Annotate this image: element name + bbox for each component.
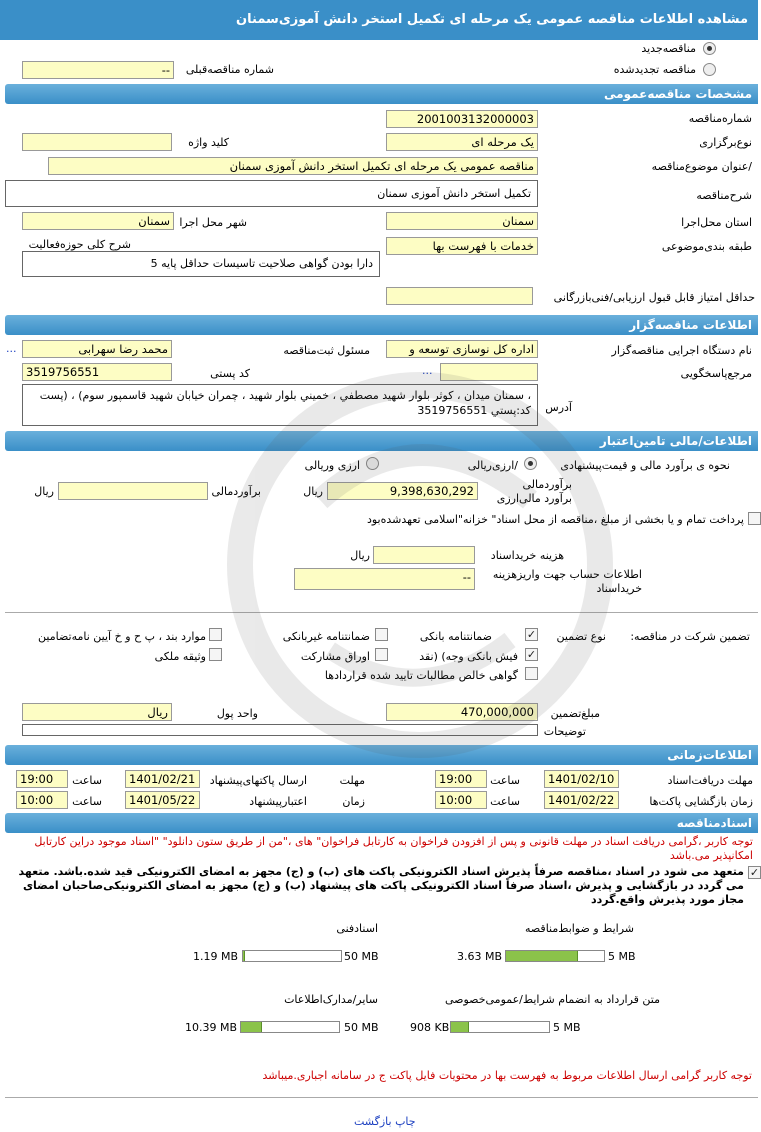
resp-field[interactable]: محمد رضا سهرابی (22, 340, 172, 358)
category-field[interactable]: خدمات با فهرست بها (386, 237, 538, 255)
documents-notice: توجه کاربر ،گرامی دریافت اسناد در مهلت قانونی و پس از افزودن فراخوان به کارتابل فراخوان" های ،"من از طریق ستون دانلود" "اسناد موجود دراین کارتابل امکانپذیر می.باشد (34, 835, 753, 862)
file-used-terms: 3.63 MB (457, 950, 503, 963)
commit-text: متعهد می شود در اسناد ،مناقصه صرفاً پذیرش اسناد الکترونیکی پاکت های (ب) و (ج) مجهز به امضای الکترونیکی قید شده.باشد. متعهد می گردد در بازگشایی و پذیرش ،اسناد صرفاً اسناد الکترونیکی پاکت های پیشنهاد (ب) و (ج) مجهز به امضای الکترونیکی‌صاحبان امضای مجاز مورد پذیرش واقع.گردد (18, 865, 744, 906)
org-field[interactable]: اداره کل نوسازی توسعه و (386, 340, 538, 358)
guarantee-label: تضمین شرکت در مناقصه: (630, 630, 750, 643)
send-time-label: ساعت (72, 774, 102, 787)
estimate-fx-label-2: برآوردمالی (211, 485, 261, 498)
file-used-contract: 908 KB (410, 1021, 450, 1034)
send-prefix: مهلت (339, 774, 365, 787)
claims-certificate-label: گواهی خالص مطالبات تایید شده قراردادها (324, 669, 518, 682)
section-general: مشخصات مناقصه‌عمومی (5, 84, 758, 104)
estimate-label: برآوردمالی (522, 478, 572, 491)
section-documents: اسنادمناقصه (5, 813, 758, 833)
open-time-label: ساعت (490, 795, 520, 808)
label-new-tender: مناقصه‌جدید (641, 42, 696, 55)
nonbank-guarantee-label: ضمانتنامه غیربانکی (282, 630, 370, 643)
subject-label: /عنوان موضوع‌مناقصه (651, 160, 752, 173)
doc-cost-label: هزینه خریداسناد (490, 549, 564, 562)
city-label: شهر محل اجرا (179, 216, 247, 229)
estimate-method-label: نحوه ی برآورد مالی و قیمت‌پیشنهادی (560, 459, 730, 472)
guarantee-amount-field[interactable]: 470,000,000 (386, 703, 538, 721)
valid-prefix: زمان (342, 795, 365, 808)
bonds-label: اوراق مشارکت (300, 650, 370, 663)
file-bar-terms (505, 950, 605, 962)
type-label: نوع‌برگزاری (699, 136, 752, 149)
tender-type-field[interactable]: یک مرحله ای (386, 133, 538, 151)
min-score-label: حداقل امتیاز قابل قبول ارزیابی/فنی‌بازرگانی (553, 291, 755, 304)
cash-receipt-label: فیش بانکی وجه) (نقد (419, 650, 518, 663)
file-bar-technical (242, 950, 342, 962)
file-label-other: سایر/مدارک‌اطلاعات (284, 993, 378, 1006)
bank-guarantee-label: ضمانتنامه بانکی (419, 630, 492, 643)
subject-field[interactable]: مناقصه عمومی یک مرحله ای تکمیل استخر دانش آموزی سمنان (48, 157, 538, 175)
file-label-technical: اسنادفنی (336, 922, 378, 935)
guarantee-type-label: نوع تضمین (556, 630, 606, 643)
file-used-technical: 1.19 MB (193, 950, 239, 963)
keyword-field[interactable] (22, 133, 172, 151)
estimate-fx-unit: ریال (34, 485, 54, 498)
open-label: زمان بازگشایی پاکت‌ها (649, 795, 753, 808)
number-label: شماره‌مناقصه (688, 112, 752, 125)
currency-label: واحد پول (216, 707, 258, 720)
receive-label: مهلت دریافت‌اسناد (667, 774, 753, 787)
keyword-label: کلید واژه (188, 136, 229, 149)
radio-renewed-tender[interactable] (703, 63, 716, 76)
file-max-contract: 5 MB (553, 1021, 581, 1034)
min-score-field[interactable] (386, 287, 533, 305)
desc-label: شرح‌مناقصه (696, 189, 752, 202)
resp-more-link[interactable]: ... (6, 342, 17, 355)
property-collateral-label: وثیقه ملکی (154, 650, 206, 663)
send-label: ارسال پاکتهای‌پیشنهاد (209, 774, 307, 787)
ref-label: مرجع‌پاسخگویی (680, 367, 752, 380)
file-label-terms: شرایط و ضوابط‌مناقصه (525, 922, 634, 935)
account-label: اطلاعات حساب جهت واریزهزینه خریداسناد (492, 568, 642, 595)
valid-time-label: ساعت (72, 795, 102, 808)
treasury-text: پرداخت تمام و یا بخشی از مبلغ ،مناقصه از محل اسناد" خزانه"اسلامی تعهد‌شده‌بود (366, 513, 744, 526)
currency-field[interactable]: ریال (22, 703, 172, 721)
address-box[interactable]: ، سمنان میدان ، کوثر بلوار شهید مصطفي ، خميني بلوار شهيد ، چمران خيابان شهيد قاسمپور سوم) ، (پست کد:پستي 3519756551 (22, 384, 538, 426)
file-used-other: 10.39 MB (185, 1021, 238, 1034)
account-field[interactable]: -- (294, 568, 475, 590)
estimate-fx-label: برآورد مالی‌ارزی (496, 492, 572, 505)
estimate-field[interactable]: 9,398,630,292 (327, 482, 478, 500)
receive-time-field[interactable]: 19:00 (435, 770, 487, 788)
resp-label: مسئول ثبت‌مناقصه (283, 344, 370, 357)
divider (5, 1097, 758, 1098)
province-label: استان محل‌اجرا (681, 216, 752, 229)
activity-label: شرح کلی حوزه‌فعالیت (28, 238, 131, 251)
city-field[interactable]: سمنان (22, 212, 174, 230)
section-organizer: اطلاعات مناقصه‌گزار (5, 315, 758, 335)
prev-number-field[interactable]: -- (22, 61, 174, 79)
treasury-checkbox[interactable] (748, 512, 761, 525)
check-bank-guarantee[interactable]: ✓ (526, 628, 537, 641)
page-title: مشاهده اطلاعات مناقصه عمومی یک مرحله ای تکمیل استخر دانش آموزی‌سمنان (0, 0, 758, 40)
file-bar-other (240, 1021, 340, 1033)
file-max-other: 50 MB (344, 1021, 379, 1034)
file-bar-contract (450, 1021, 550, 1033)
price-list-warning: توجه کاربر گرامی ارسال اطلاعات مربوط به فهرست بها در محتويات فايل پاکت ج در سامانه اجباری.ميباشد (262, 1069, 752, 1082)
postal-label: کد پستی (210, 367, 250, 380)
rial-label: /ارزی‌ریالی (467, 459, 518, 472)
check-cash-receipt[interactable]: ✓ (526, 648, 537, 661)
send-time-field[interactable]: 19:00 (16, 770, 68, 788)
file-max-terms: 5 MB (608, 950, 636, 963)
prev-number-label: شماره مناقصه‌قبلی (185, 63, 274, 76)
ref-more-link[interactable]: ... (422, 364, 433, 377)
watermark-logo (210, 350, 630, 780)
notes-label: توضیحات (543, 725, 586, 738)
estimate-fx-field[interactable] (58, 482, 208, 500)
postal-field[interactable]: 3519756551 (22, 363, 172, 381)
radio-new-tender[interactable] (703, 42, 716, 55)
print-back-link[interactable]: چاپ بازگشت (354, 1115, 416, 1128)
valid-label: اعتبارپیشنهاد (249, 795, 307, 808)
file-label-contract: متن قرارداد به انضمام شرایط/عمومی‌خصوصی (444, 993, 660, 1006)
open-date-field[interactable]: 1401/02/22 (544, 791, 619, 809)
receive-time-label: ساعت (490, 774, 520, 787)
section-finance: اطلاعات/مالی تامین‌اعتبار (5, 431, 758, 451)
tender-number-field[interactable]: 2001003132000003 (386, 110, 538, 128)
rial-fx-label: ارزی وریالی (304, 459, 360, 472)
label-renewed-tender: مناقصه تجدیدشده (613, 63, 696, 76)
regulation-items-label: موارد بند ، پ ح و خ آیین نامه‌تضامین (38, 630, 206, 643)
doc-cost-unit: ریال (350, 549, 370, 562)
commit-checkbox[interactable]: ✓ (749, 866, 760, 879)
valid-date-field[interactable]: 1401/05/22 (125, 791, 200, 809)
section-timing: اطلاعات‌زمانی (5, 745, 758, 765)
valid-time-field[interactable]: 10:00 (16, 791, 68, 809)
send-date-field[interactable]: 1401/02/21 (125, 770, 200, 788)
guarantee-amount-label: مبلغ‌تضمین (550, 707, 600, 720)
open-time-field[interactable]: 10:00 (435, 791, 487, 809)
activity-box[interactable]: دارا بودن گواهی صلاحیت تاسیسات حداقل پایه 5 (22, 251, 380, 277)
category-label: طبقه بندی‌موضوعی (661, 240, 752, 253)
file-max-technical: 50 MB (344, 950, 379, 963)
description-box[interactable]: تکمیل استخر دانش آموزی سمنان (5, 180, 538, 207)
province-field[interactable]: سمنان (386, 212, 538, 230)
org-label: نام دستگاه اجرایی مناقصه‌گزار (611, 344, 752, 357)
address-label: آدرس (545, 401, 572, 414)
estimate-unit: ریال (303, 485, 323, 498)
receive-date-field[interactable]: 1401/02/10 (544, 770, 619, 788)
